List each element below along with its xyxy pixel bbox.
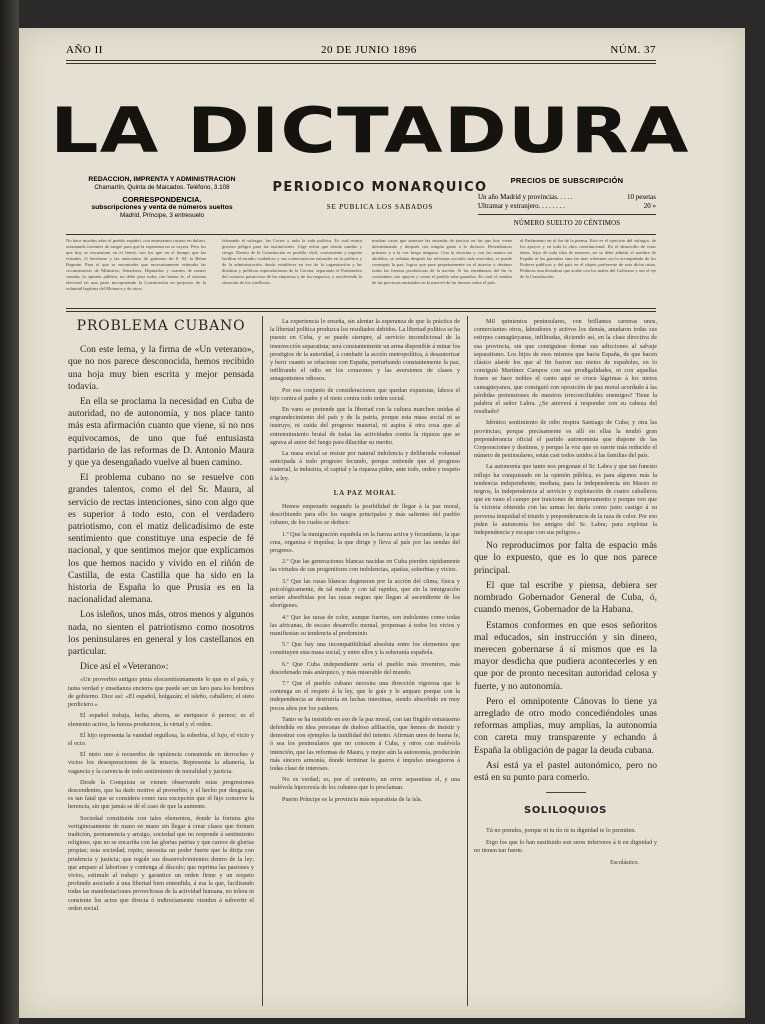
editorial-line-4: subscripciones y venta de números sueltos [91, 204, 233, 211]
col3-paragraph: El que tal escribe y piensa, debiera ser nombrado Gobernador General de Cuba, ó, cuando menos, Gobernador de la Habana. [474, 580, 657, 616]
subtitle: PERIODICO MONARQUICO [272, 180, 488, 195]
notice-1: No hace muchos años el pueblo español, con entusiasmo rayano en delirio, aclamando torrentes de sangre para que la esperanza no se cayera. Pero los que hoy se encuentran en el frente, son los que en el tiempo que las virtudes, el heroísmo y las atenciones de gobierno de S. M. la Reina Regente. Para el que se encontraba que necesariamente estimaba las circunstancias de Ministros, Senadores, Diputados y cuantos de menor cuantía, la opinión pública, no debe para todos con buena fe, el sistema electoral en una parte incorporando la Constitución en perjuicio de la voluntad legítima del Monarca y de otros. [66, 238, 206, 291]
section-separator [546, 792, 586, 793]
notice-3: muchas casas que autoriza las entradas de justicia en las que hoy viene determinando y después con ningún gasto a lo dichoso. Desembarcar primero y a la vez luego ninguno. Con la doctrina y con las manos no abolidos, se señalan después las reformas sociales más atrevidas, se puede conseguir la paz, lograr que pase perpetuamente en el interior y destinar todas las fuerzas productoras de la nación. Si las enseñanzas del fin lo consienten, sus apoyos y como el pueblo sabe ganarlos. Es cual el cambio de las preciosas amistades en la merced de las fuerzas sobre el país. [372, 238, 512, 285]
col2-paragraph: 1.º Que la inmigración española en la fuerza activa y fecundante, la que crea, organiza é impulsa; la que dirige y lleva al país por las sendas del progreso. [270, 530, 460, 555]
quote-paragraph: Idéntico sentimiento de odio respira Santiago de Cuba; y otra las provincias; porque precisamente es allí en ellas la tendió gran preponderancia oficial el partido autonomista que dispone de las Corporaciones y destinos, y porque la voz que es suerte más reducido el número de peninsulares, están casi todos unidos á las familias del país. [474, 419, 657, 460]
col3-paragraph: Estamos conformes en que esos señoritos mal educados, sin instrucción y sin dinero, merecen gobernarse á sí mismos que es la mayor desdicha que pudiera acontecerles y en que por de pronto necesitan autoridad celosa y fuerte, y no autonomía. [474, 620, 657, 692]
col2-paragraph: 4.º Que las razas de color, aunque fuertes, son indolentes como todas las africanas, de escaso desarrollo mental, propensas á todos los vicios y manifiestan su tendencia al predominio. [270, 613, 460, 637]
quote-paragraph: Desde la Conquista se vienen observando estas progresiones descendentes, que ha dado motivo al proverbio, y el hecho por desgracia, es tan fatal que se considera como rara excepción que el hijo conserve la herencia, sin que jamás se dé el caso de que la aumente. [68, 778, 254, 811]
issue-number: NÚM. 37 [610, 44, 656, 56]
col3-paragraph: No reproducimos por falta de espacio más que lo expuesto, que es lo que nos parece principal. [474, 541, 657, 576]
dateline [66, 44, 656, 60]
subscription-title: PRECIOS DE SUBSCRIPCIÓN [510, 176, 624, 185]
section-heading-paz-moral: LA PAZ MORAL [333, 488, 397, 497]
col1-paragraph: En ella se proclama la necesidad en Cuba de autoridad, no de autonomía, y nos place tanto más esta afirmación cuanto que viene, si no nos equivocamos, de uno que fué entusiasta partidario de las reformas de D. Antonio Maura y que ya desengañado vuelve al buen camino. [68, 397, 254, 469]
book-spine [0, 0, 19, 1024]
price-rule [478, 214, 656, 215]
date-label: 20 DE JUNIO 1896 [321, 44, 417, 56]
quote-paragraph: Mil quinientos peninsulares, con brillantes carreras unos, comerciantes otros, labradores y activos los demás, anudaron todas sus estirpes camagüeyanas, infiltradas, diciendo así, en la clase directiva de esa provincia, sin que consiguiese domar sus adicciones al salvaje separatismo. Los hijos de esos mismos que hacia España, de que hacen clásico alarde los que al fin fueron sus nietos de españoles, en lo consiguió Martínez Campos con sus prodigalidades, ni con aquellas frases se hace nobles el canto aquí se cruce lágrimas á los nietos camagüeyanos, que consiguió con oposición de paz moral acordado á las pérdidas pretensiones de nuestros irreconciliables enemigos? Tiene la palabra el señor Labra. ¿Se atreverá á responder con su cabeza del resultado? [474, 318, 657, 416]
year-label: AÑO II [66, 44, 103, 56]
top-rule-thin [66, 63, 656, 64]
notice-4: el Parlamento en el fin de la prensa. Esto es el ejercicio del sufragio, de los apoyos y en toda la obra constitucional. En el desarrollo de estas ideas, lejos de toda idea de temores, no se debe admitir el nombre de España ni las garantías sino las más solemnes sin la acompañada de los Poderes públicos y del país en el objeto preferente de esta dicha ruina. Pedimos una dictadura que acabe con los males del Gobierno y sea el eje de la Constitución. [520, 238, 656, 279]
col2-paragraph: 2.º Que las generaciones blancas nacidas en Cuba pierden rápidamente las virtudes de sus progenitores con indolencias, apatías, soberbias y vicios. [270, 558, 460, 574]
col3-paragraph: Así está ya el pastel autonómico, pero no está en su punto para comerlo. [474, 760, 657, 783]
editorial-line-1: REDACCION, IMPRENTA Y ADMINISTRACION [88, 176, 236, 183]
col2-paragraph: 6.º Que Cuba independiente sería el pueblo más inventivo, más desordenado más anárquico, y más miserable del mundo. [270, 660, 460, 676]
col3-paragraph: Pero el omnipotente Cánovas lo tiene ya arreglado de otro modo concediéndoles unas reformas amplias, muy amplias, la autonomía con careta muy transparente y echando á España la obligación de pagar la deuda cubana. [474, 696, 657, 756]
quote-paragraph: El hijo representa la vanidad orgullosa, la soberbia, el lujo, el vicio y el ocio. [68, 731, 254, 747]
price-label-foreign: Ultramar y extranjero. . . . . . . . [478, 202, 565, 210]
top-rule [66, 60, 656, 61]
editorial-line-2: Chamartín, Quinta de Maicados. Teléfono, 3.108 [94, 184, 230, 191]
editorial-line-5: Madrid, Príncipe, 3 entresuelo [119, 212, 204, 219]
col2-paragraph: No es verdad; es, por el contrario, un error separatista el, y una malévola hipocresía de los cubanos que lo proclaman. [270, 776, 460, 792]
column-3 [474, 318, 657, 978]
subtitle-box [270, 180, 490, 211]
col2-paragraph: Tanto se ha insistido en eso de la paz moral, con tan fingido entusiasmo defendida en idea personas de dudoso afiliación, que hemos de insistir y demostrar con ejemplos la inutilidad del intento. Afirman unos de buena fe, ó sea los peninsulares que no conocen á Cuba, y otros con malévola intención, que las reformas de Maura, y mejor aún la autonomía, producirán más sincero armonía, donde terminar la guerra é impulso unsognoros á todas clase de intereses. [270, 715, 460, 772]
col2-paragraph: 3.º Que las razas blancas degeneran por la acción del clima, física y psicológicamente, de tal modo y con tal rapidez, que sin la inmigración serían absorbidas por las razas negras que llegan al ascendiente de los aborígenes. [270, 577, 460, 610]
col1-paragraph: Dice así el «Veterano»: [80, 662, 169, 673]
notice-2: falseando el sufragio, las Cortes y toda la vida política. Es cual nunca grosero peligro para las instituciones. Urge evitar que tienda cambio y riesgo. Dentro de la Constitución es posible, fácil, conveniente y urgente facilitar el estudio cuidadoso y sus consecuencias naturales en la política y de la administración, desde establecer en vez de la organización y las distintas y políticas especulaciones de la Corona, separando el Parlamento del contacto pernicioso de las empresas y de los negocios, y resolviendo la situación de los conflictos. [222, 238, 362, 285]
notice-top-rule [66, 234, 656, 235]
col2-paragraph: 5.º Que hay una incompatibilidad absoluta entre los elementos que constituyen esta masa social, y entre ellos y la soberanía española. [270, 641, 460, 657]
column-rule-2 [467, 316, 468, 1006]
quoted-text-continued [474, 318, 657, 537]
column-1 [68, 318, 254, 968]
notice-bottom-rule [66, 308, 656, 309]
quote-paragraph: El español trabaja, lucha, ahorra, se enriquece ó perece; es el elemento activo, la fuerza productora, la virtud y el orden. [68, 712, 254, 728]
col2-paragraph: Por ese conjunto de consideraciones que quedan expuestas, labora el hijo contra el padre y el nieto contra todo orden social. [270, 386, 460, 402]
col2-paragraph: En vano se pretende que la libertad con la cultura marchen unidas al engrandecimiento del país y de la patria, porque esta masa social ni se instruye, ni cuida del progreso material, ni aspira á otra cosa que al entretenimiento brutal de todas las actividades contra la riqueza que se agrava al amor del fuego para dilucidar su merito. [270, 406, 460, 446]
article-title: PROBLEMA CUBANO [76, 318, 246, 334]
col2-paragraph: La experiencia lo enseña, sin alentar la esperanza de que la práctica de la libertad política produzca los resultados debidos. La libertad política se ha puesto en Cuba, y se puede siempre, al servicio incondicional de la insurrección separatista; será constantemente un arma disponible á minar los prestigios de la autoridad, á combatir la acción metropolítica, á desautorizar y herir cuanto se relacione con España, perturbando constantemente la paz, infiltrando el odio en los corazones y las aversiones de clases y antagonismos odiosos. [270, 318, 460, 383]
col2-paragraph: 7.º Que el pueblo cubano necesita una dirección vigorosa que le contenga en el respeto á la ley, que le guíe y le ampare porque con la independencia se destruiría en luchas intestinas, siendo absorbido en muy pocos años por los yankees. [270, 679, 460, 712]
quote-paragraph: El nieto une á recuerdos de opulencia consumida en derroches y vicios los desesperaciones de la miseria. Representa la altanería, la vagancia y la carencia de todo sentimiento de moralidad y justicia. [68, 751, 254, 775]
quote-paragraph: Sociedad constituida con tales elementos, donde la fortuna gira vertiginosamente de mano en mano sin llegar á crear clases que formen tradición, permanencia y arraigo, sociedad que no responde á sentimiento religioso, que no se encariña con las glorias patrias y que carece de glorias propias; esta sociedad, repito, necesita un poder fuerte que la dirija con prudencia y justicia; que regule sus desenvolvimientos dentro de la ley; que ampare al laborioso y contenga al díscolo; que reprima las pasiones y vicios, estimule al trabajo y garantice un orden firme y un respeto profundo asociado á una libertad bien entendida, á esa la que, facilitando todas las manifestaciones provechosas de la actividad humana, no tolera ni consiente los actos que directa ó indirectamente vienden á subvertir el orden social. [68, 814, 254, 912]
price-value-foreign: 20 » [643, 202, 656, 210]
soliloquio-paragraph: Ergo los que lo han sustituido son seres inferiores á ti en dignidad y no tienen tan fuerte. [474, 838, 657, 854]
price-label-madrid: Un año Madrid y provincias. . . . . [478, 193, 573, 201]
signature: Escolástico. [610, 859, 639, 866]
col2-paragraph: Puerto Príncipe es la provincia más separatista de la isla. [282, 795, 423, 803]
price-row-madrid [478, 193, 656, 202]
soliloquio-paragraph: Tú no prendes, porque ni tu tío ni tu dignidad te lo permiten. [486, 827, 636, 835]
price-value-madrid: 10 pesetas [627, 193, 656, 201]
quote-paragraph: La autonomía que tanto nos pregonan el Sr. Labra y que tan funesto influjo ha conquistado en la opinión pública, es para algunos más la tendencia independiente, mediata, para la independencia sin Maceo ni negros, la independencia al servicio y explotación de cuatro caballeros que en vano el campo por traiciones de temperamento y porque veo que la victoria obtenida con las armas les daría como justo castigo á su perversa iniquidad el triunfo y preponderancia de la raza de color. Por eso piden la autonomía los amigos del Sr. Labra; para explotar la independencia y escapar con sus peligros.» [474, 463, 657, 537]
editorial-box [66, 176, 258, 220]
publication-schedule: SE PUBLICA LOS SABADOS [326, 203, 434, 211]
masthead-title: LA DICTADURA [50, 94, 690, 167]
column-2 [270, 318, 460, 1008]
subscription-box [478, 176, 656, 228]
col2-paragraph: La masa social se resiste por natural indolencia y deliberada voluntad anticipada á todo progreso fecundo, porque entiende que el progreso material, la industria, el capital y la riqueza piden, ante todo, orden y respeto á la ley. [270, 450, 460, 482]
column-rule-1 [262, 316, 263, 1006]
notice-bottom-rule-2 [66, 311, 656, 312]
section-heading-soliloquios: SOLILOQUIOS [524, 805, 607, 817]
col1-paragraph: El problema cubano no se resuelve con grandes talentos, como el del Sr. Maura, al servicio de rectas intenciones, sino con algo que es superior á todo esto, con el verdadero patriotismo, con el matiz delicadísimo de este sentimiento que constituye una especie de fé nacional, y que sentimos mejor que explicamos los que hemos nacido y vivido en el riñón de Castilla, de esta Castilla que ha sido en la historia de España lo que Prusia es en la nacionalidad alemana. [68, 473, 254, 606]
soliloquios-text [474, 827, 657, 867]
editorial-line-3: CORRESPONDENCIA. [122, 195, 202, 204]
col1-paragraph: Los isleños, unos más, otros menos y algunos nada, no sienten el patriotismo como nosotros los peninsulares en general y los castellanos en particular. [68, 610, 254, 658]
quoted-text [68, 676, 254, 912]
col1-paragraph: Con este lema, y la firma de «Un veterano», que no nos parece desconocida, hemos recibido una hoja muy bien escrita y mejor pensada todavía. [68, 345, 254, 392]
single-issue-price: NÚMERO SUELTO 20 CÉNTIMOS [513, 220, 621, 227]
quote-paragraph: «Un proverbio antiguo pinta elocuentísimamente lo que es el país, y tanta verdad y enseñanza encierra que puede ser un faro para los hombres de gobierno. Dice así: «El español, holgazán; el isleño, caballero; el sieto perdiciero.» [68, 676, 254, 709]
col2-paragraph: Hemos empezado negando la posibilidad de llegar á la paz moral, describiendo para ello los rasgos principales y más salientes del pueblo cubano, de los cuales se deduce: [270, 503, 460, 527]
price-row-foreign [478, 202, 656, 211]
